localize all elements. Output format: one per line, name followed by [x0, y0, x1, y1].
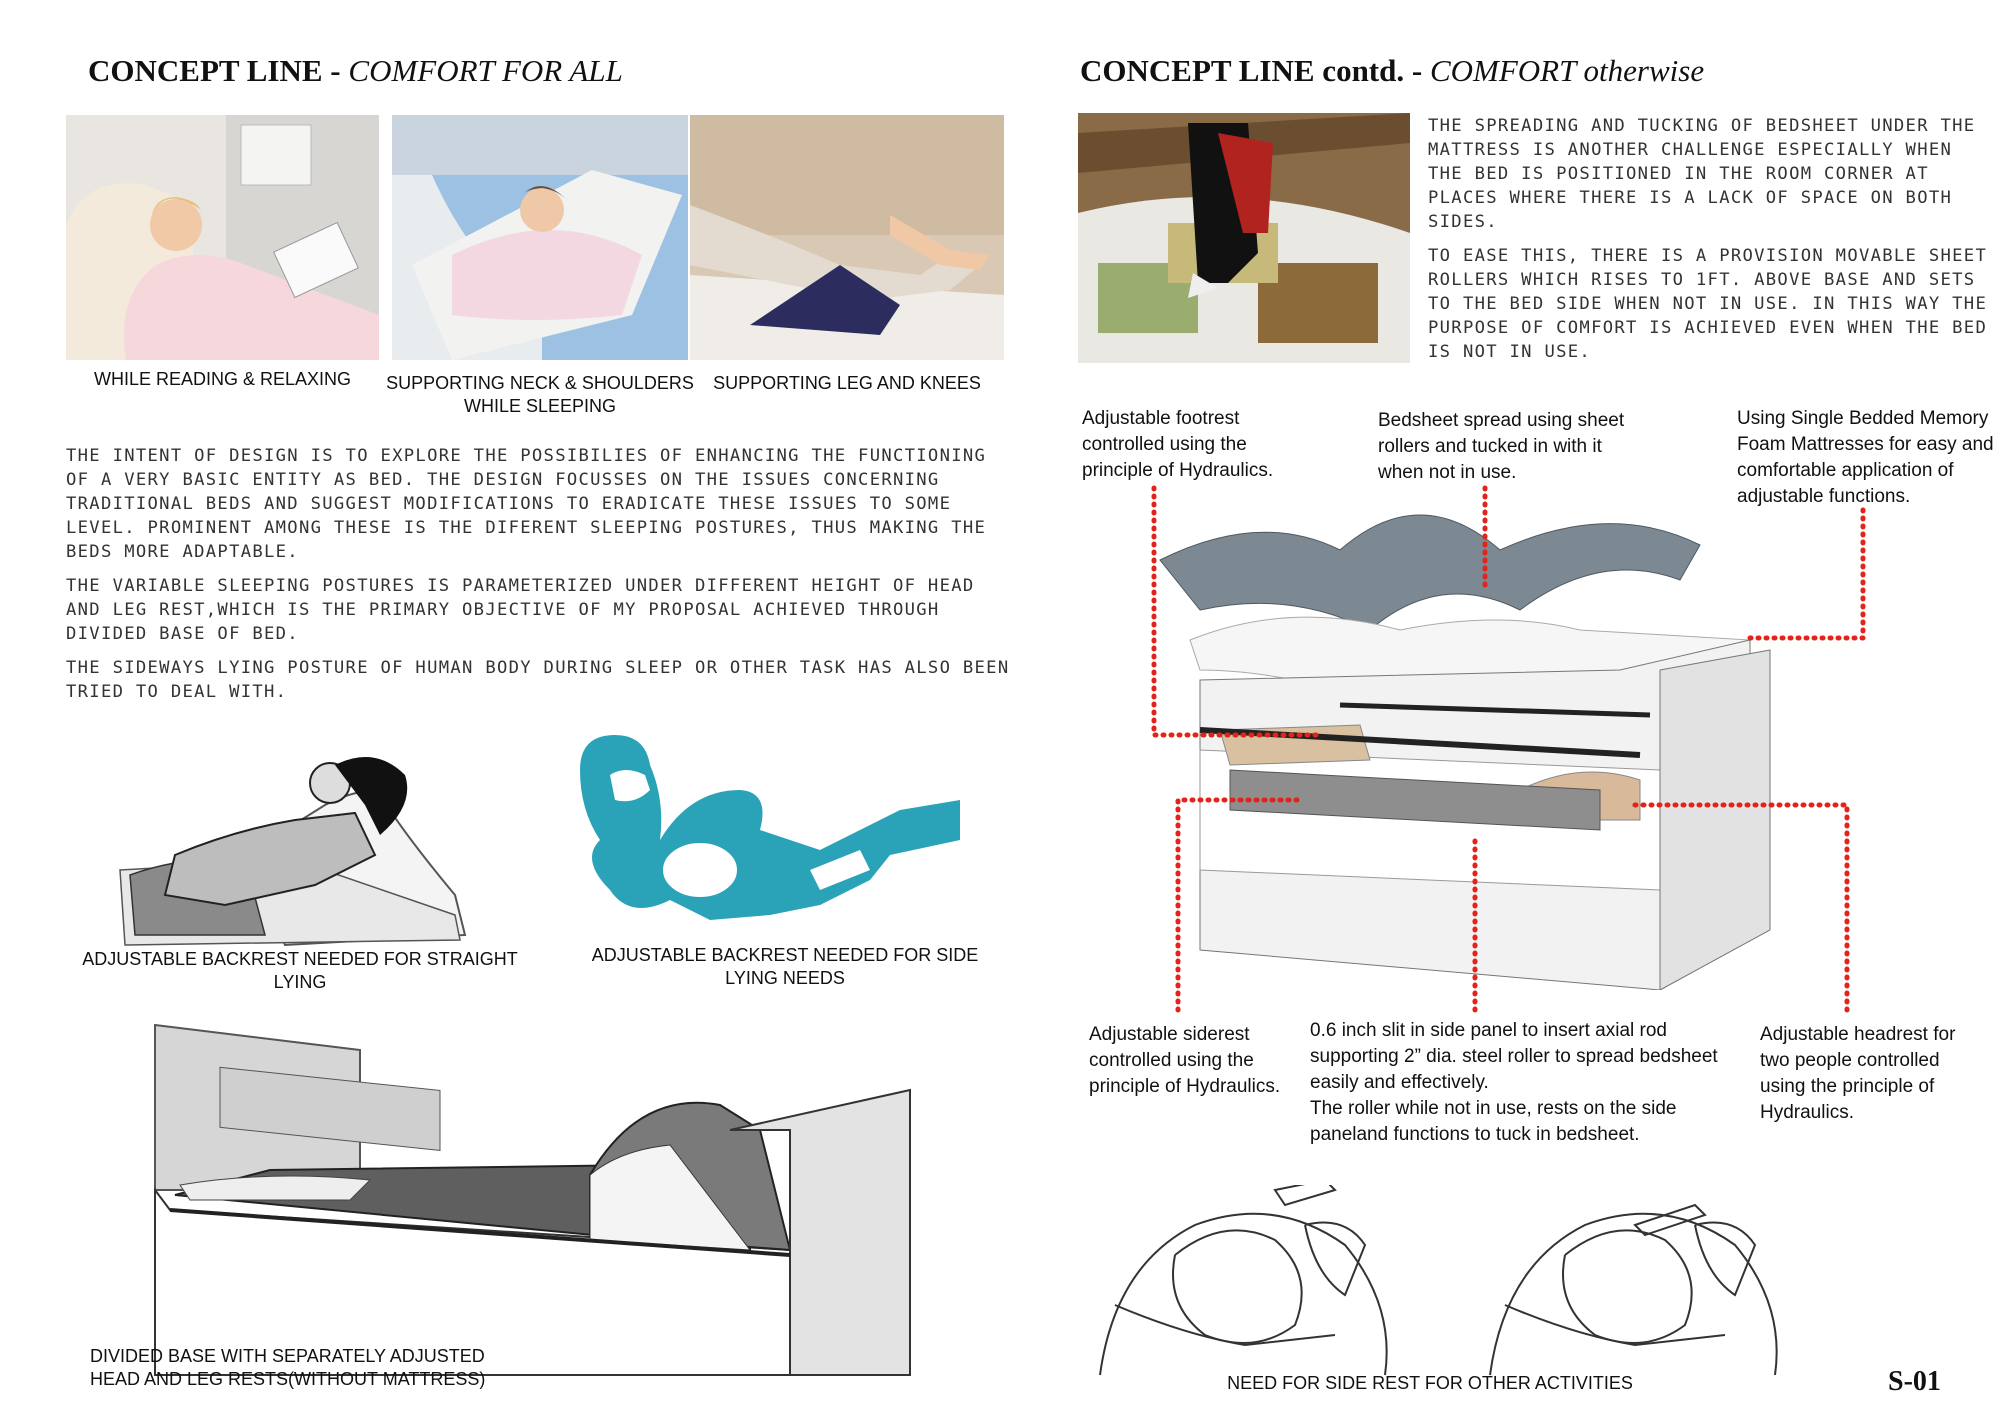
- label-slit-part-1: 0.6 inch slit in side panel to insert axial rod supporting 2” dia. steel roller to spread bedsheet easily and effectively.: [1310, 1020, 1718, 1093]
- label-footrest: Adjustable footrest controlled using the principle of Hydraulics.: [1082, 408, 1274, 481]
- label-slit-part-2: The roller while not in use, rests on the side paneland functions to tuck in bedsheet.: [1310, 1098, 1677, 1145]
- straight-lying-caption: ADJUSTABLE BACKREST NEEDED FOR STRAIGHT LYING: [82, 949, 518, 992]
- side-rest-sketches: [1095, 1185, 1785, 1380]
- left-paragraph: THE SIDEWAYS LYING POSTURE OF HUMAN BODY DURING SLEEP OR OTHER TASK HAS ALSO BEEN TRIED TO DEAL WITH.: [66, 658, 1010, 702]
- label-siderest: Adjustable siderest controlled using the principle of Hydraulics.: [1089, 1024, 1281, 1097]
- side-rest-caption: NEED FOR SIDE REST FOR OTHER ACTIVITIES: [1227, 1373, 1633, 1393]
- label-bedsheet: Bedsheet spread using sheet rollers and tucked in with it when not in use.: [1378, 410, 1625, 483]
- right-page-title: CONCEPT LINE contd. - COMFORT otherwise: [1080, 53, 1705, 88]
- page-number: S-01: [1888, 1366, 1941, 1397]
- left-paragraph: THE INTENT OF DESIGN IS TO EXPLORE THE POSSIBILIES OF ENHANCING THE FUNCTIONING OF A VERY BASIC ENTITY AS BED. THE DESIGN FOCUSSES ON THE ISSUES CONCERNING TRADITIONAL BEDS AND SUGGEST MODIFICATIONS TO ERADICATE THESE ISSUES TO SOME LEVEL. PROMINENT AMONG THESE IS THE DIFERENT SLEEPING POSTURES, THUS MAKING THE BEDS MORE ADAPTABLE.: [66, 446, 987, 562]
- right-paragraph: THE SPREADING AND TUCKING OF BEDSHEET UNDER THE MATTRESS IS ANOTHER CHALLENGE ESPECIALLY WHEN THE BED IS POSITIONED IN THE ROOM CORNER AT PLACES WHERE THERE IS A LACK OF SPACE ON BOTH SIDES.: [1428, 116, 1976, 232]
- left-paragraph: THE VARIABLE SLEEPING POSTURES IS PARAMETERIZED UNDER DIFFERENT HEIGHT OF HEAD AND LEG REST,WHICH IS THE PRIMARY OBJECTIVE OF MY PROPOSAL ACHIEVED THROUGH DIVIDED BASE OF BED.: [66, 576, 975, 644]
- label-headrest: Adjustable headrest for two people controlled using the principle of Hydraulics.: [1760, 1024, 1956, 1123]
- label-slit: [1310, 1018, 1750, 1148]
- photo-caption-leg: SUPPORTING LEG AND KNEES: [713, 373, 981, 393]
- bed-caption: DIVIDED BASE WITH SEPARATELY ADJUSTED HEAD AND LEG RESTS(WITHOUT MATTRESS): [90, 1346, 486, 1389]
- left-page-title: CONCEPT LINE - COMFORT FOR ALL: [88, 53, 623, 88]
- photo-caption-reading: WHILE READING & RELAXING: [93, 369, 352, 389]
- right-paragraph: TO EASE THIS, THERE IS A PROVISION MOVABLE SHEET ROLLERS WHICH RISES TO 1FT. ABOVE BASE AND SETS TO THE BED SIDE WHEN NOT IN USE. IN THIS WAY THE PURPOSE OF COMFORT IS ACHIEVED EVEN WHEN THE BED IS NOT IN USE.: [1428, 246, 1988, 362]
- side-lying-caption: ADJUSTABLE BACKREST NEEDED FOR SIDE LYING NEEDS: [591, 945, 979, 988]
- label-mattress: Using Single Bedded Memory Foam Mattresses for easy and comfortable application of adjustable functions.: [1737, 408, 1994, 507]
- photo-caption-neck: SUPPORTING NECK & SHOULDERS WHILE SLEEPING: [386, 373, 694, 416]
